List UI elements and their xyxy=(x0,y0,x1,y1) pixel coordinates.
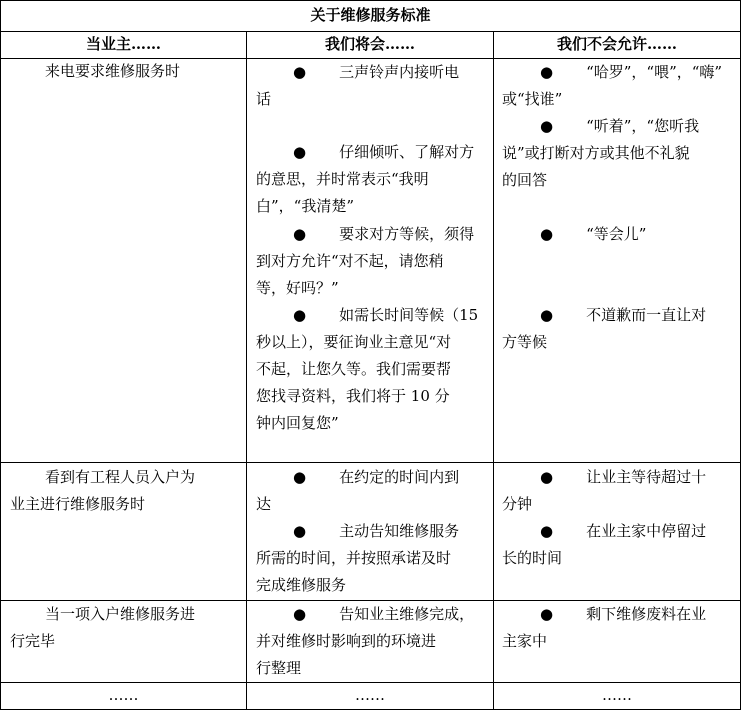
col-divider-1 xyxy=(246,31,247,710)
table-border-top xyxy=(0,0,741,1)
list-item-cont: 秒以上），要征询业主意见“对 xyxy=(256,333,452,351)
list-item: ● 不道歉而一直让对 xyxy=(540,306,707,324)
list-item: ● “听着”，“您听我 xyxy=(540,117,700,135)
list-item-cont: 的意思，并时常表示“我明 xyxy=(256,170,429,188)
row4-wont: …… xyxy=(602,686,632,704)
list-item-cont: 达 xyxy=(256,495,272,513)
col-divider-2 xyxy=(493,31,494,710)
list-item-cont: 的回答 xyxy=(502,171,548,189)
list-item: ● 告知业主维修完成， xyxy=(293,605,475,623)
row4-will: …… xyxy=(355,686,385,704)
list-item: ● 要求对方等候，须得 xyxy=(293,225,475,243)
list-item-cont: 等，好吗？” xyxy=(256,279,339,297)
list-item-cont: 行整理 xyxy=(256,659,302,677)
list-item-cont: 所需的时间，并按照承诺及时 xyxy=(256,549,452,567)
list-item-cont: 话 xyxy=(256,90,272,108)
table-border-bottom xyxy=(0,709,741,710)
table-border-left xyxy=(0,0,1,710)
list-item-cont: 或“找谁” xyxy=(502,90,563,108)
header-we-wont: 我们不会允许…… xyxy=(556,35,677,53)
list-item: ● 剩下维修废料在业 xyxy=(540,605,707,623)
list-item: ● 如需长时间等候（15 xyxy=(293,306,479,324)
row2-situation-line2: 业主进行维修服务时 xyxy=(10,495,146,513)
row2-situation-line1: 看到有工程人员入户为 xyxy=(45,468,196,486)
row1-situation xyxy=(45,58,180,85)
list-item: ● 三声铃声内接听电 xyxy=(293,63,460,81)
list-item-cont: 完成维修服务 xyxy=(256,576,347,594)
list-item: ● 在业主家中停留过 xyxy=(540,522,707,540)
list-item: ● 主动告知维修服务 xyxy=(293,522,460,540)
list-item-cont: 不起，让您久等。我们需要帮 xyxy=(256,360,452,378)
table-title: 关于维修服务标准 xyxy=(310,6,431,24)
list-item-cont: 长的时间 xyxy=(502,549,563,567)
row4-situation: …… xyxy=(108,686,139,704)
list-item-cont: 并对维修时影响到的环境进 xyxy=(256,632,437,650)
row3-situation-line1: 当一项入户维修服务进 xyxy=(45,605,196,623)
list-item-cont: 分钟 xyxy=(502,495,533,513)
list-item: ● 仔细倾听、了解对方 xyxy=(293,143,475,161)
list-item: ● “等会儿” xyxy=(540,225,647,243)
row1-divider xyxy=(0,462,741,463)
list-item-cont: 方等候 xyxy=(502,333,548,351)
list-item-cont: 白”，“我清楚” xyxy=(256,197,355,215)
list-item-cont: 到对方允许“对不起，请您稍 xyxy=(256,252,444,270)
list-item-cont: 主家中 xyxy=(502,632,548,650)
list-item-cont: 您找寻资料，我们将于 10 分 xyxy=(256,387,450,405)
header-owner: 当业主…… xyxy=(85,35,161,53)
list-item: ● 在约定的时间内到 xyxy=(293,468,460,486)
list-item: ● “哈罗”，“喂”，“嗨” xyxy=(540,63,723,81)
list-item: ● 让业主等待超过十 xyxy=(540,468,707,486)
list-item-cont: 说”或打断对方或其他不礼貌 xyxy=(502,144,690,162)
row3-situation-line2: 行完毕 xyxy=(10,632,56,650)
list-item-cont: 钟内回复您” xyxy=(256,414,339,432)
situation-text: 来电要求维修服务时 xyxy=(45,62,181,80)
header-we-will: 我们将会…… xyxy=(324,35,415,53)
